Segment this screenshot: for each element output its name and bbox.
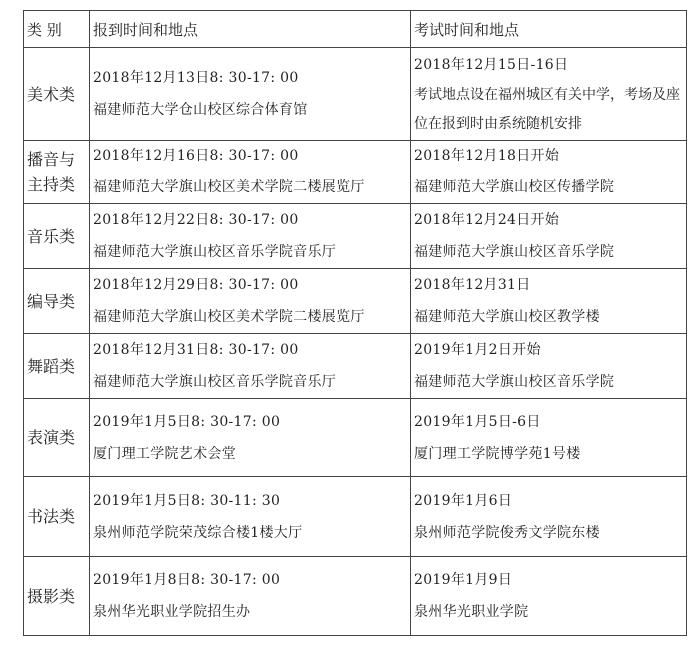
registration-time: 2019年1月8日8: 30-17: 00 — [93, 572, 281, 588]
table-row — [24, 334, 687, 399]
exam-place: 福建师范大学旗山校区音乐学院 — [414, 244, 615, 260]
exam-place: 福建师范大学旗山校区传播学院 — [414, 179, 615, 195]
header-row — [24, 11, 687, 48]
registration-time: 2019年1月5日8: 30-11: 30 — [93, 492, 281, 509]
exam-cell — [411, 477, 687, 557]
category-cell — [24, 269, 90, 334]
registration-cell — [90, 334, 411, 399]
exam-time: 2018年12月24日开始 — [414, 212, 560, 228]
registration-time: 2018年12月22日8: 30-17: 00 — [93, 212, 299, 228]
exam-place: 泉州华光职业学院 — [414, 604, 529, 620]
category-cell — [24, 399, 90, 477]
category-label: 书法类 — [27, 507, 76, 526]
category-label: 摄影类 — [27, 586, 76, 606]
registration-cell — [90, 48, 411, 141]
exam-cell — [411, 334, 687, 399]
exam-cell — [411, 557, 687, 636]
exam-place: 考试地点设在福州城区有关中学，考场及座位在报到时由系统随机安排 — [414, 86, 680, 132]
exam-time: 2019年1月6日 — [414, 492, 513, 509]
category-cell — [24, 141, 90, 204]
category-cell — [24, 334, 90, 399]
exam-time: 2019年1月9日 — [414, 572, 513, 588]
registration-cell — [90, 477, 411, 557]
exam-time: 2018年12月31日 — [414, 277, 531, 293]
table-row — [24, 204, 687, 269]
schedule-table — [23, 10, 687, 636]
registration-time: 2018年12月13日8: 30-17: 00 — [93, 70, 299, 86]
category-label: 播音与 — [27, 150, 76, 169]
exam-place: 厦门理工学院博学苑1号楼 — [414, 445, 581, 462]
exam-cell — [411, 48, 687, 141]
registration-place: 福建师范大学仓山校区综合体育馆 — [93, 102, 308, 118]
registration-time: 2018年12月29日8: 30-17: 00 — [93, 277, 299, 293]
registration-time: 2018年12月31日8: 30-17: 00 — [93, 342, 299, 358]
category-cell — [24, 48, 90, 141]
registration-time: 2019年1月5日8: 30-17: 00 — [93, 413, 281, 430]
registration-cell — [90, 269, 411, 334]
table-row — [24, 48, 687, 141]
registration-time: 2018年12月16日8: 30-17: 00 — [93, 148, 299, 164]
table-row — [24, 269, 687, 334]
registration-place: 泉州华光职业学院招生办 — [93, 604, 251, 620]
registration-place: 福建师范大学旗山校区音乐学院音乐厅 — [93, 244, 337, 260]
exam-cell — [411, 141, 687, 204]
table-row — [24, 557, 687, 636]
category-label: 音乐类 — [27, 226, 76, 246]
registration-cell — [90, 399, 411, 477]
category-label: 表演类 — [27, 428, 76, 447]
category-cell — [24, 557, 90, 636]
table-row — [24, 399, 687, 477]
category-cell — [24, 204, 90, 269]
header-category: 类 别 — [24, 11, 90, 48]
table-row — [24, 477, 687, 557]
exam-time: 2019年1月5日-6日 — [414, 413, 541, 430]
exam-place: 泉州师范学院俊秀文学院东楼 — [414, 524, 600, 541]
category-label: 主持类 — [27, 175, 76, 194]
registration-cell — [90, 204, 411, 269]
exam-cell — [411, 204, 687, 269]
registration-cell — [90, 557, 411, 636]
exam-place: 福建师范大学旗山校区教学楼 — [414, 309, 600, 325]
exam-place: 福建师范大学旗山校区音乐学院 — [414, 374, 615, 390]
exam-cell — [411, 269, 687, 334]
exam-time: 2018年12月15日-16日 — [414, 56, 569, 73]
registration-place: 福建师范大学旗山校区美术学院二楼展览厅 — [93, 179, 365, 195]
registration-cell — [90, 141, 411, 204]
exam-time: 2018年12月18日开始 — [414, 148, 560, 164]
category-label: 编导类 — [27, 291, 76, 311]
exam-cell — [411, 399, 687, 477]
category-label: 美术类 — [27, 84, 76, 104]
registration-place: 福建师范大学旗山校区美术学院二楼展览厅 — [93, 309, 365, 325]
header-exam: 考试时间和地点 — [411, 11, 687, 48]
registration-place: 福建师范大学旗山校区音乐学院音乐厅 — [93, 374, 337, 390]
registration-place: 厦门理工学院艺术会堂 — [93, 445, 236, 462]
registration-place: 泉州师范学院荣茂综合楼1楼大厅 — [93, 524, 303, 541]
header-registration: 报到时间和地点 — [90, 11, 411, 48]
table-row — [24, 141, 687, 204]
category-label: 舞蹈类 — [27, 356, 76, 376]
category-cell — [24, 477, 90, 557]
exam-time: 2019年1月2日开始 — [414, 342, 541, 358]
